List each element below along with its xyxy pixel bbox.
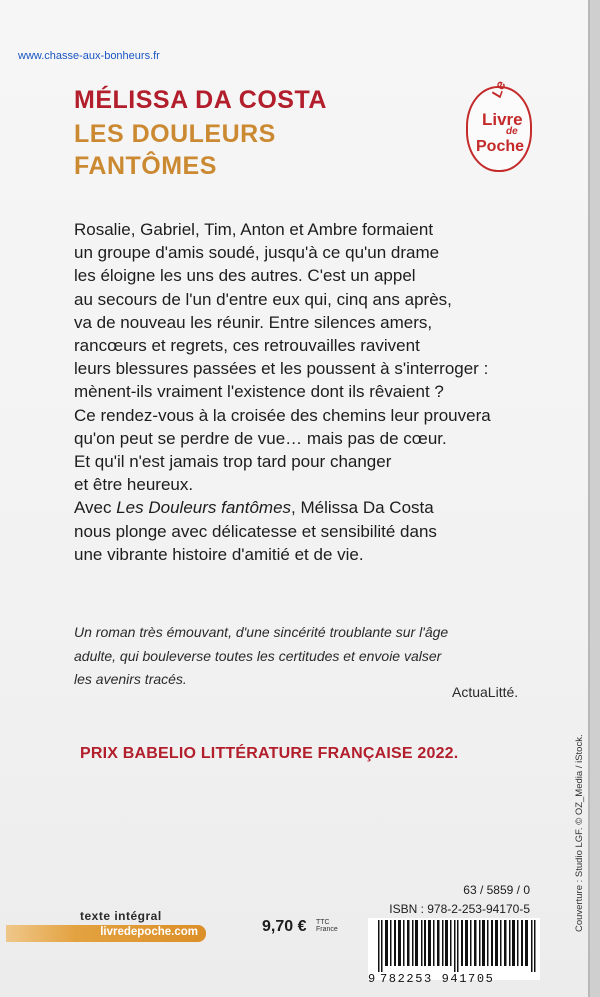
synopsis-line: Rosalie, Gabriel, Tim, Anton et Ambre formaient (74, 220, 434, 239)
synopsis-line: leurs blessures passées et les poussent à s'interroger : (74, 359, 489, 379)
avec-prefix: Avec (74, 498, 117, 518)
catalog-code: 63 / 5859 / 0 (463, 883, 530, 897)
synopsis-line: va de nouveau les réunir. Entre silences amers, (74, 312, 433, 332)
barcode-first-digit: 9 (368, 972, 376, 986)
synopsis-line: et être heureux. (74, 475, 194, 495)
synopsis-line-avec (74, 496, 574, 519)
price-block (262, 918, 338, 936)
watermark-url[interactable]: www.chasse-aux-bonheurs.fr (18, 50, 160, 62)
quote-line: adulte, qui bouleverse toutes les certitudes et envoie valser (74, 647, 442, 664)
isbn: ISBN : 978-2-253-94170-5 (389, 902, 530, 916)
prize-line: PRIX BABELIO LITTÉRATURE FRANÇAISE 2022. (80, 745, 459, 762)
synopsis-line: une vibrante histoire d'amitié et de vie. (74, 544, 364, 564)
barcode-area (368, 918, 540, 986)
avec-book-title: Les Douleurs fantômes (116, 498, 292, 518)
synopsis-line: Ce rendez-vous à la croisée des chemins leur prouvera (74, 405, 491, 425)
synopsis-line: rancœurs et regrets, ces retrouvailles ravivent (74, 336, 420, 356)
price-country: France (316, 926, 338, 933)
synopsis-line: Et qu'il n'est jamais trop tard pour changer (74, 452, 392, 472)
barcode-digits: 782253 941705 (380, 972, 495, 986)
synopsis-line: au secours de l'un d'entre eux qui, cinq ans après, (74, 289, 452, 309)
website-banner (6, 925, 206, 942)
synopsis-line: nous plonge avec délicatesse et sensibilité dans (74, 521, 437, 541)
price: 9,70 € (262, 918, 307, 935)
synopsis-line: un groupe d'amis soudé, jusqu'à ce qu'un drame (74, 243, 440, 263)
logo-de: de (506, 126, 518, 137)
synopsis (74, 218, 574, 566)
synopsis-line: mènent-ils vraiment l'existence dont ils rêvaient ? (74, 382, 444, 402)
logo-le: Le (488, 78, 509, 100)
website-link[interactable]: livredepoche.com (100, 926, 198, 938)
logo-livre: Livre (482, 110, 523, 129)
publisher-logo (466, 78, 532, 172)
press-quote (74, 621, 544, 692)
price-note (316, 919, 338, 933)
synopsis-line: qu'on peut se perdre de vue… mais pas de cœur. (74, 428, 447, 448)
quote-line: Un roman très émouvant, d'une sincérité troublante sur l'âge (74, 624, 449, 640)
avec-suffix: , Mélissa Da Costa (291, 498, 434, 518)
price-ttc: TTC (316, 919, 330, 926)
synopsis-line: les éloigne les uns des autres. C'est un appel (74, 266, 416, 286)
book-title-line-2: FANTÔMES (74, 152, 217, 180)
cover-credit: Couverture : Studio LGF. © OZ_Media / iStock. (574, 734, 585, 932)
barcode-icon (378, 920, 538, 972)
quote-line: les avenirs tracés. (74, 671, 187, 687)
book-title-line-1: LES DOULEURS (74, 120, 276, 148)
texte-integral-label: texte intégral (80, 909, 162, 923)
author-name: MÉLISSA DA COSTA (74, 86, 327, 114)
quote-source: ActuaLitté. (452, 684, 519, 700)
logo-poche: Poche (476, 138, 525, 155)
